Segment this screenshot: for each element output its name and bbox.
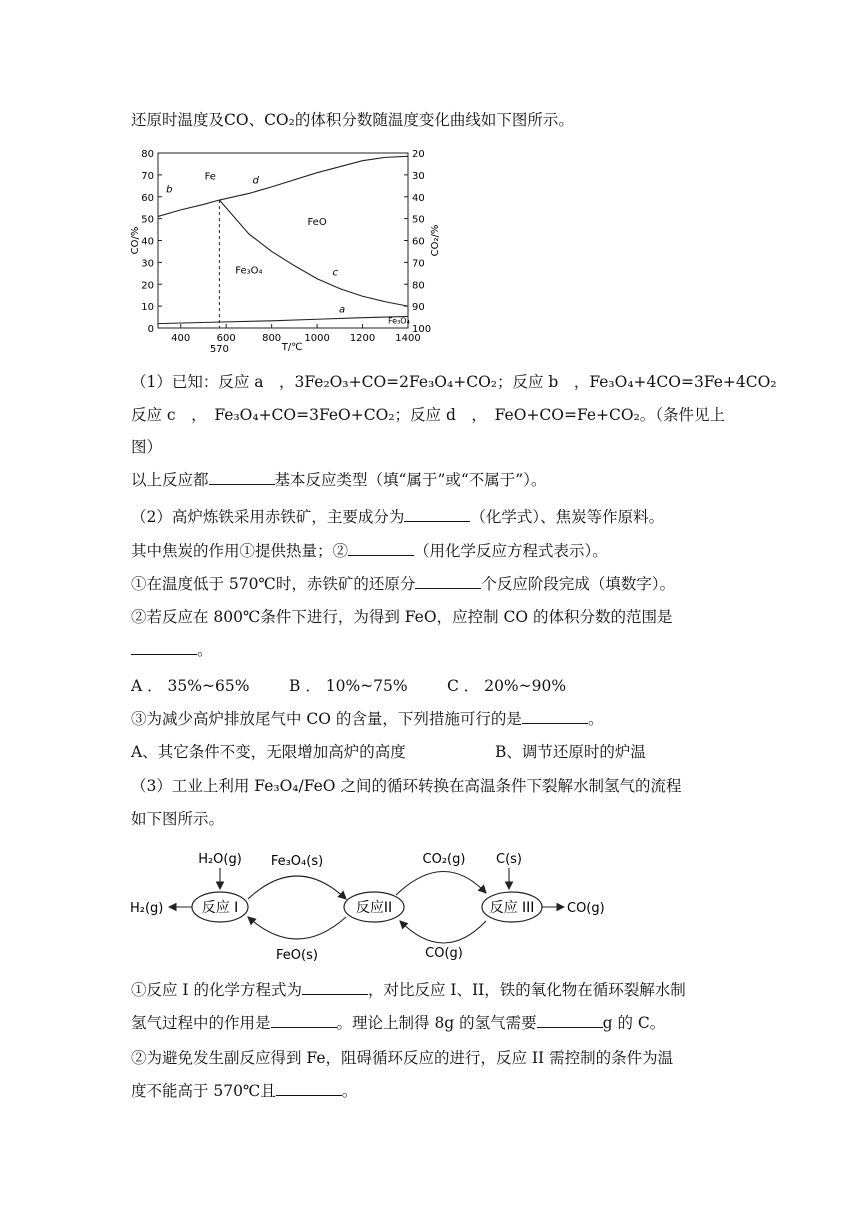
q1-line4-text: 以上反应都 bbox=[131, 471, 209, 489]
reaction-1-label: 反应 I bbox=[201, 900, 239, 916]
answer-blank[interactable] bbox=[131, 640, 197, 655]
plot-frame bbox=[158, 153, 408, 328]
series-line-b bbox=[158, 200, 219, 216]
answer-blank[interactable] bbox=[415, 574, 481, 589]
q3b-text: 度不能高于 570℃且 bbox=[131, 1082, 276, 1100]
h2o-label: H₂O(g) bbox=[198, 852, 242, 867]
y-right-tick-label: 90 bbox=[412, 302, 425, 314]
option-b: B ． 10%~75% bbox=[289, 677, 408, 695]
answer-blank[interactable] bbox=[302, 980, 368, 995]
answer-blank[interactable] bbox=[276, 1081, 342, 1096]
feo-flow-arrow bbox=[248, 917, 346, 939]
q2-line7 bbox=[131, 709, 603, 729]
q2-text: （2）高炉炼铁采用赤铁矿，主要成分为 bbox=[131, 508, 405, 526]
region-label-fe3o4-small: Fe₃O₄ bbox=[388, 316, 410, 326]
region-label-feo: FeO bbox=[307, 217, 327, 229]
x570-marker-label: 570 bbox=[209, 344, 229, 355]
x-tick-label: 1200 bbox=[349, 333, 376, 344]
c-label: C(s) bbox=[496, 852, 522, 867]
q3b-line3: ②为避免发生副反应得到 Fe，阻碍循环反应的进行，反应 II 需控制的条件为温 bbox=[131, 1049, 674, 1067]
q3b-text-3: g 的 C。 bbox=[602, 1014, 666, 1032]
series-line-d bbox=[219, 156, 408, 200]
x-tick-label: 800 bbox=[262, 333, 282, 344]
option-a2: A、其它条件不变，无限增加高炉的高度 bbox=[131, 743, 406, 761]
q3b-text: ①反应 I 的化学方程式为 bbox=[131, 981, 302, 999]
intro-text: 还原时温度及CO、CO₂的体积分数随温度变化曲线如下图所示。 bbox=[131, 111, 574, 129]
q2-line1 bbox=[131, 507, 664, 527]
q1-line2: 反应 c ， Fe₃O₄+CO=3FeO+CO₂；反应 d ， FeO+CO=Fe+CO₂。（条件见上 bbox=[131, 406, 726, 424]
x-tick-label: 600 bbox=[216, 333, 236, 344]
y-right-tick-label: 20 bbox=[412, 149, 425, 160]
q2-text-2: （化学式）、焦炭等作原料。 bbox=[470, 508, 665, 526]
region-label-fe3o4: Fe₃O₄ bbox=[235, 265, 263, 277]
answer-blank[interactable] bbox=[537, 1013, 603, 1028]
q3b-line1 bbox=[131, 980, 686, 1000]
y-right-tick-label: 100 bbox=[412, 324, 432, 335]
h2-label: H₂(g) bbox=[130, 901, 164, 916]
fe3o4-flow-arrow bbox=[248, 876, 346, 899]
feo-label: FeO(s) bbox=[276, 948, 318, 963]
answer-blank[interactable] bbox=[209, 470, 275, 485]
co2-label: CO₂(g) bbox=[422, 852, 466, 867]
q3-line1: （3）工业上利用 Fe₃O₄/FeO 之间的循环转换在高温条件下裂解水制氢气的流程 bbox=[131, 777, 682, 795]
series-label-c: c bbox=[332, 267, 339, 279]
series-line-c bbox=[219, 200, 408, 306]
y-left-tick-label: 50 bbox=[141, 214, 154, 226]
y-right-tick-label: 30 bbox=[412, 170, 425, 182]
co-temperature-chart bbox=[128, 143, 441, 358]
q3b-text-2: 。理论上制得 8g 的氢气需要 bbox=[336, 1014, 537, 1032]
y-right-axis-label: CO₂/% bbox=[430, 224, 441, 257]
y-left-axis-label: CO/% bbox=[130, 226, 141, 255]
q2-text-2: 。 bbox=[587, 710, 604, 728]
answer-blank[interactable] bbox=[348, 541, 414, 556]
y-left-tick-label: 20 bbox=[141, 280, 154, 292]
q3b-line4 bbox=[131, 1081, 357, 1101]
option-a: A ． 35%~65% bbox=[131, 677, 250, 695]
fe3o4-label: Fe₃O₄(s) bbox=[270, 854, 324, 869]
y-right-tick-label: 60 bbox=[412, 236, 425, 248]
y-right-tick-label: 40 bbox=[412, 192, 425, 204]
co2-flow-arrow bbox=[396, 871, 486, 895]
y-left-tick-label: 70 bbox=[141, 170, 154, 182]
q3-line2: 如下图所示。 bbox=[131, 810, 225, 828]
x-tick-label: 1400 bbox=[395, 333, 421, 344]
option-b2: B、调节还原时的炉温 bbox=[495, 743, 646, 761]
series-line-a bbox=[158, 316, 408, 323]
co-bottom-label: CO(g) bbox=[425, 946, 463, 961]
cycle-flow-diagram bbox=[124, 843, 614, 963]
q3b-text: 氢气过程中的作用是 bbox=[131, 1014, 271, 1032]
q2-line5 bbox=[131, 640, 213, 660]
answer-blank[interactable] bbox=[271, 1013, 337, 1028]
region-label-fe: Fe bbox=[204, 171, 216, 183]
series-label-d: d bbox=[252, 175, 259, 187]
y-left-tick-label: 0 bbox=[147, 324, 154, 335]
q2-text: 。 bbox=[197, 641, 213, 659]
q3b-text-2: ，对比反应 I、II，铁的氧化物在循环裂解水制 bbox=[367, 981, 686, 999]
q2-line3 bbox=[131, 574, 675, 594]
q2-text-2: 个反应阶段完成（填数字）。 bbox=[481, 575, 676, 593]
co-flow-arrow bbox=[400, 921, 486, 943]
reaction-2-label: 反应II bbox=[355, 900, 393, 916]
y-left-tick-label: 60 bbox=[141, 192, 154, 204]
q3b-line2 bbox=[131, 1013, 665, 1033]
series-label-a: a bbox=[339, 304, 346, 316]
q2-text: ①在温度低于 570℃时，赤铁矿的还原分 bbox=[131, 575, 416, 593]
q2-line4: ②若反应在 800℃条件下进行，为得到 FeO，应控制 CO 的体积分数的范围是 bbox=[131, 608, 673, 626]
y-right-tick-label: 80 bbox=[412, 280, 425, 292]
q1-line4 bbox=[131, 470, 546, 490]
x-tick-label: 400 bbox=[171, 333, 191, 344]
q2-text: ③为减少高炉排放尾气中 CO 的含量，下列措施可行的是 bbox=[131, 710, 522, 728]
series-label-b: b bbox=[166, 184, 173, 196]
q2-text: 其中焦炭的作用①提供热量；② bbox=[131, 542, 349, 560]
y-left-tick-label: 30 bbox=[141, 258, 154, 270]
reaction-3-label: 反应 III bbox=[489, 900, 535, 916]
y-left-tick-label: 40 bbox=[141, 236, 154, 248]
x-axis-label: T/℃ bbox=[281, 342, 303, 353]
y-left-tick-label: 80 bbox=[141, 149, 154, 160]
co-out-label: CO(g) bbox=[567, 901, 605, 916]
q2-line2 bbox=[131, 541, 608, 561]
y-right-tick-label: 50 bbox=[412, 214, 425, 226]
q1-line1: （1）已知：反应 a ，3Fe₂O₃+CO=2Fe₃O₄+CO₂；反应 b ，Fe₃O₄+4CO=3Fe+4CO₂ bbox=[131, 373, 777, 391]
x-tick-label: 1000 bbox=[304, 333, 330, 344]
q1-line3: 图） bbox=[131, 438, 163, 456]
y-left-tick-label: 10 bbox=[141, 302, 154, 314]
answer-blank[interactable] bbox=[522, 709, 588, 724]
option-c: C ． 20%~90% bbox=[447, 677, 567, 695]
answer-blank[interactable] bbox=[404, 507, 470, 522]
q2-text-2: （用化学反应方程式表示）。 bbox=[414, 542, 608, 560]
q1-line4-text-2: 基本反应类型（填“属于”或“不属于”）。 bbox=[274, 471, 547, 489]
q3b-text-2: 。 bbox=[341, 1082, 358, 1100]
y-right-tick-label: 70 bbox=[412, 258, 425, 270]
